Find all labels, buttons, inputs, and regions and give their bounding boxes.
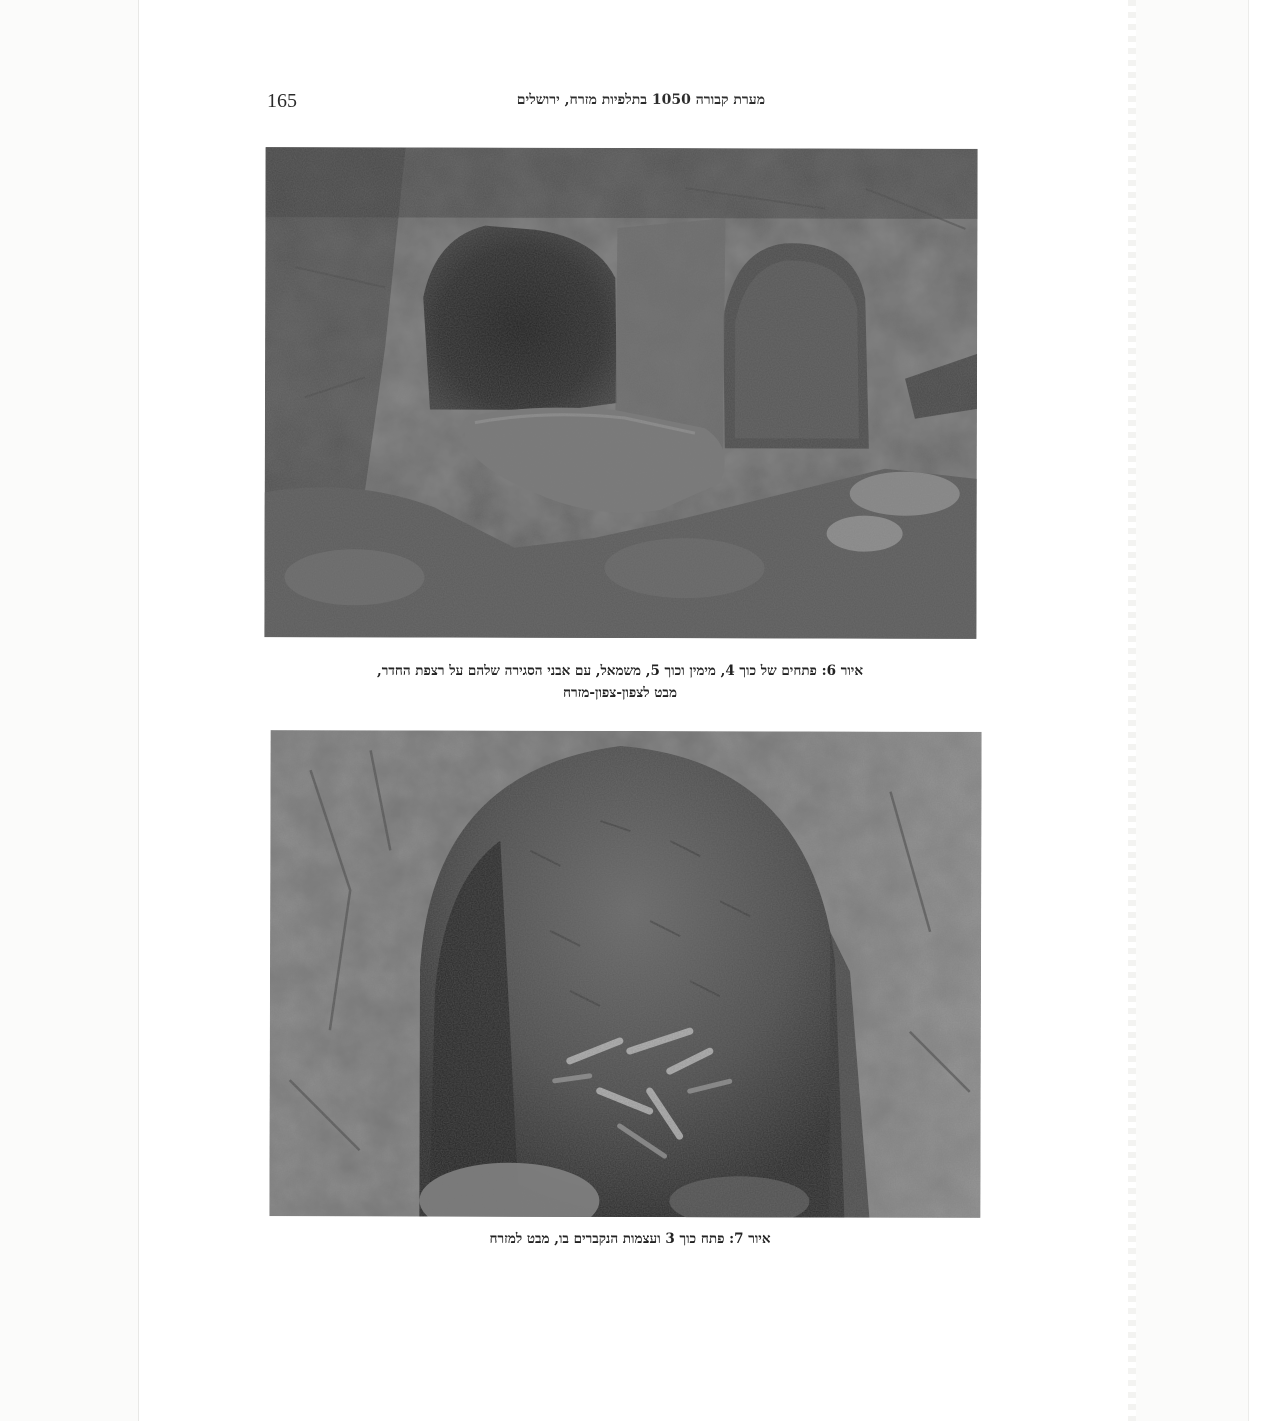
running-title: מערת קבורה 1050 בתלפיות מזרח, ירושלים (516, 92, 765, 108)
figure-6-photo (264, 147, 977, 639)
page-header (265, 88, 765, 122)
page-number: 165 (267, 90, 297, 112)
figure-6-caption-line-2: מבט לצפון-צפון-מזרח (563, 685, 677, 701)
figure-6-caption-line-1: איור 6: פתחים של כוך 4, מימין וכוך 5, משמאל, עם אבני הסגירה שלהם על רצפת החדר, (377, 663, 863, 679)
figure-7-photo (269, 730, 981, 1218)
figure-6-caption (320, 660, 920, 704)
loculus-bones-image (269, 730, 981, 1218)
perforated-edge (1128, 0, 1136, 1421)
scanner-margin (1248, 0, 1267, 1421)
cave-openings-image (264, 147, 977, 639)
figure-7-caption: איור 7: פתח כוך 3 ועצמות הנקברים בו, מבט למזרח (489, 1231, 771, 1247)
